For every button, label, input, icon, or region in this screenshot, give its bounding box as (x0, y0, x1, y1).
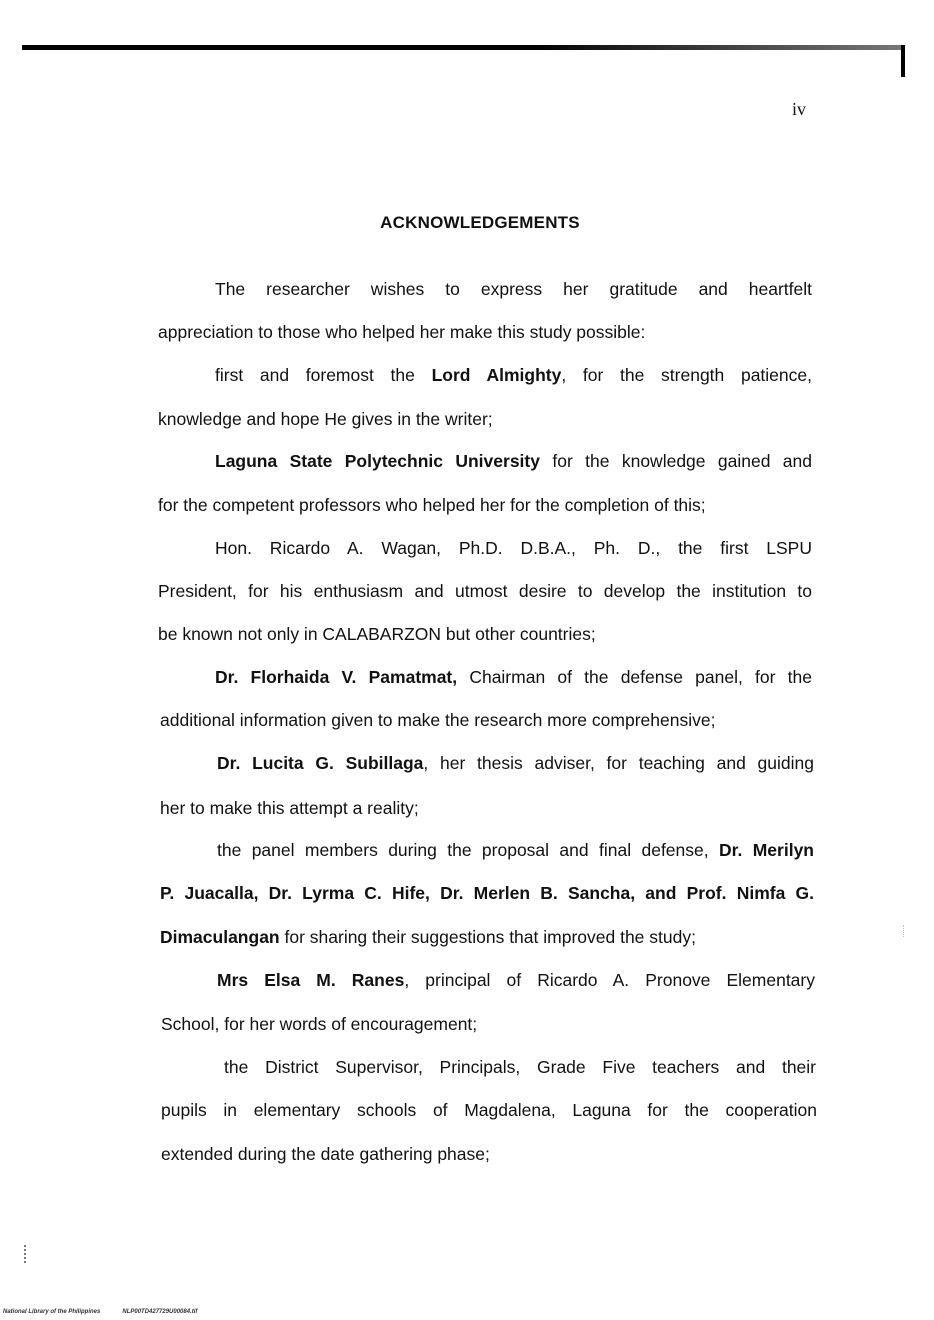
text-line (217, 752, 814, 774)
text-line (215, 364, 812, 386)
text-line: for the competent professors who helped her for the completion of this; (158, 495, 706, 515)
bold-name: Dr. Merilyn (719, 840, 814, 860)
text-line (215, 450, 812, 472)
page-number: iv (792, 99, 807, 119)
text-line: be known not only in CALABARZON but other countries; (158, 624, 596, 644)
text-line: School, for her words of encouragement; (161, 1014, 478, 1034)
bold-name: Laguna State Polytechnic University (215, 451, 540, 471)
text-line (217, 839, 814, 861)
text-run: first and foremost the (215, 365, 432, 385)
text-line: her to make this attempt a reality; (160, 798, 419, 818)
bold-name: Dr. Florhaida V. Pamatmat, (215, 667, 458, 687)
text-run: , principal of Ricardo A. Pronove Elementary (404, 970, 815, 990)
bold-name: Mrs Elsa M. Ranes (217, 970, 405, 990)
text-line (160, 926, 696, 948)
text-line: extended during the date gathering phase; (161, 1144, 490, 1164)
text-run: , for the strength patience, (561, 365, 812, 385)
bold-name: Lord Almighty (431, 365, 562, 385)
text-line: The researcher wishes to express her gratitude and heartfelt (215, 279, 812, 299)
page-title: ACKNOWLEDGEMENTS (380, 213, 580, 232)
text-run: for the knowledge gained and (539, 451, 813, 471)
text-run: for sharing their suggestions that improved the study; (279, 927, 696, 947)
text-line: President, for his enthusiasm and utmost desire to develop the institution to (158, 581, 812, 601)
text-run: Chairman of the defense panel, for the (457, 667, 812, 687)
text-line: additional information given to make the research more comprehensive; (160, 710, 716, 730)
text-line: P. Juacalla, Dr. Lyrma C. Hife, Dr. Merlen B. Sancha, and Prof. Nimfa G. (160, 883, 814, 903)
scan-artifact (903, 925, 906, 937)
text-line (217, 969, 815, 991)
text-line: Hon. Ricardo A. Wagan, Ph.D. D.B.A., Ph. D., the first LSPU (215, 538, 812, 558)
top-border-line (22, 45, 904, 50)
footer-source: National Library of the Philippines (3, 1309, 101, 1315)
top-border-corner (901, 45, 905, 77)
text-run: the panel members during the proposal and final defense, (217, 840, 719, 860)
bold-name: Dimaculangan (160, 927, 280, 947)
text-line: appreciation to those who helped her make this study possible: (158, 322, 646, 342)
text-line: knowledge and hope He gives in the writer; (158, 409, 493, 429)
scan-artifact (24, 1245, 28, 1263)
bold-name: Dr. Lucita G. Subillaga (217, 753, 424, 773)
footer-file: NLP00TD427729U00084.tif (122, 1309, 198, 1315)
scan-footer (3, 1309, 219, 1315)
text-run: , her thesis adviser, for teaching and guiding (423, 753, 814, 773)
text-line: pupils in elementary schools of Magdalena, Laguna for the cooperation (161, 1100, 817, 1120)
text-line: the District Supervisor, Principals, Grade Five teachers and their (224, 1057, 816, 1077)
text-line (215, 666, 812, 688)
